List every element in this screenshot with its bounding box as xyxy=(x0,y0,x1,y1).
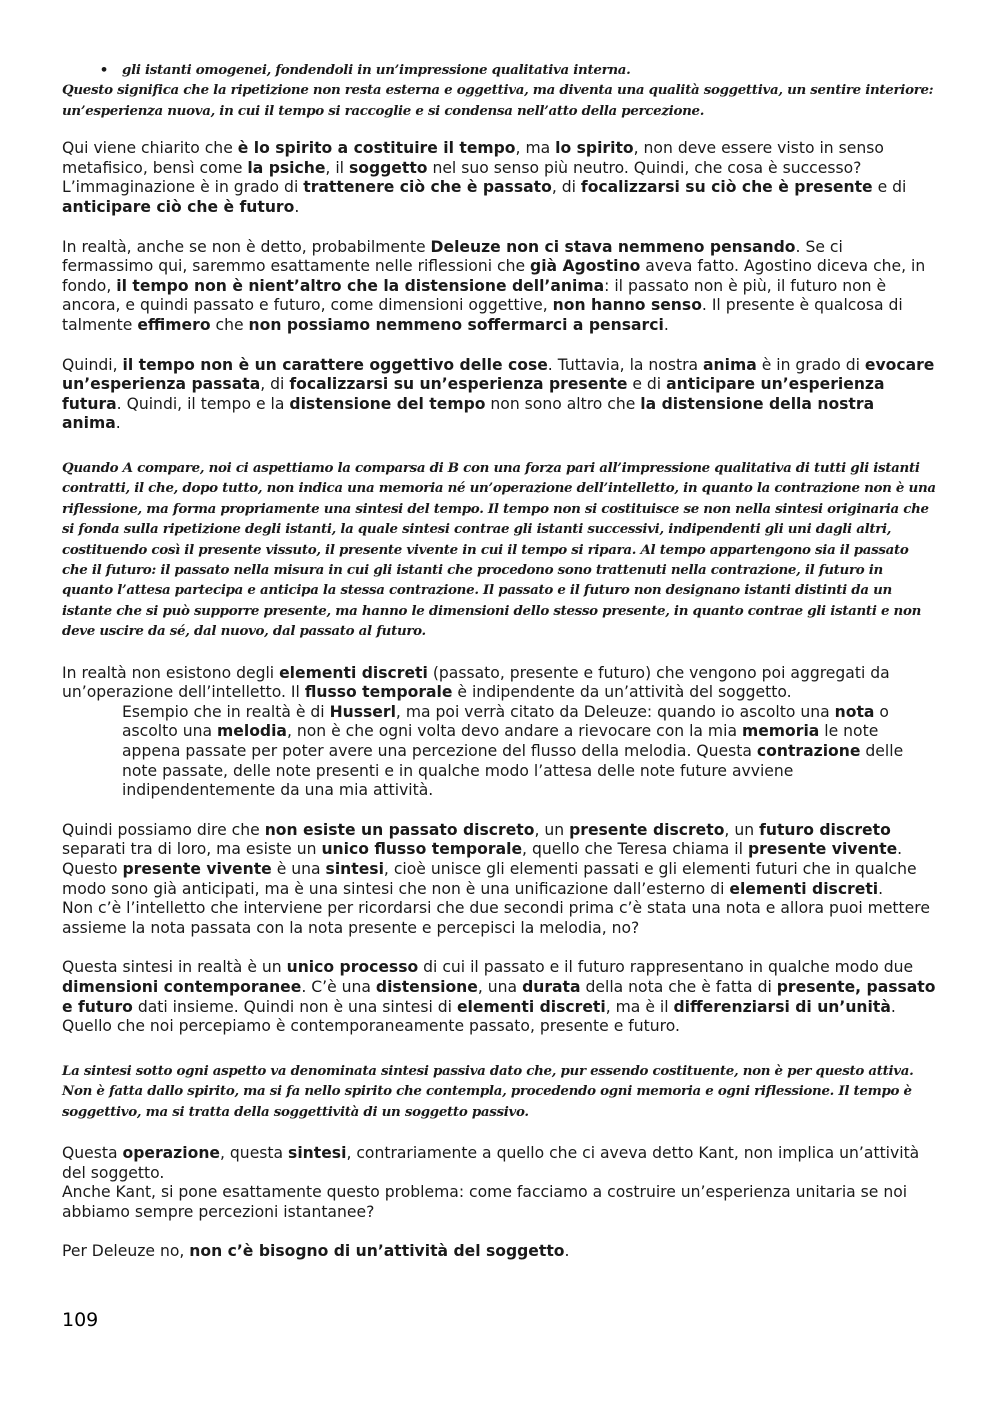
text-run: nel suo senso più neutro. Quindi, che cosa è successo? L’immaginazione è in grado di xyxy=(62,158,862,197)
text-run: Questa xyxy=(62,1143,123,1162)
text-run: della nota che è fatta di xyxy=(580,977,777,996)
text-run: Esempio che in realtà è di xyxy=(122,702,330,721)
bold-text: operazione xyxy=(122,1143,220,1162)
bold-text: dimensioni contemporanee xyxy=(62,977,302,996)
text-run: . Se ci fermassimo qui, saremmo esattamente nelle riflessioni che xyxy=(62,237,843,276)
paragraph-kant xyxy=(62,1144,938,1183)
text-run: delle note passate, delle note presenti e in qualche modo l’attesa delle note future avviene indipendentemente da una mia attività. xyxy=(122,741,904,800)
bullet-text: gli istanti omogenei, fondendoli in un’impressione qualitativa interna. xyxy=(122,62,631,78)
paragraph-anima xyxy=(62,356,938,434)
bold-text: unico flusso temporale xyxy=(321,840,523,859)
text-run: e di xyxy=(872,178,907,197)
bold-text: presente discreto xyxy=(569,820,725,839)
bold-text: elementi discreti xyxy=(279,663,428,682)
text-run: In realtà non esistono degli xyxy=(62,663,280,682)
text-run: Non c’è l’intelletto che interviene per ricordarsi che due secondi prima c’è stata una nota e allora puoi mettere assieme la nota passata con la nota presente e percepisci la melodia, no? xyxy=(62,899,930,937)
bold-text: unico processo xyxy=(286,958,419,977)
text-run: Per Deleuze no, xyxy=(62,1242,190,1261)
text-run: dati insieme. Quindi non è una sintesi di xyxy=(132,997,457,1016)
paragraph-sintesi xyxy=(62,860,938,899)
bold-text: è lo spirito a costituire il tempo xyxy=(237,139,516,158)
bold-text: memoria xyxy=(741,722,820,741)
text-run: Quindi, xyxy=(62,355,123,374)
text-run: . Quello che noi percepiamo è contemporaneamente passato, presente e futuro. xyxy=(62,997,896,1036)
text-run: . xyxy=(564,1242,570,1261)
text-run: e di xyxy=(627,375,667,394)
text-run: , non è che ogni volta devo andare a rievocare con la mia xyxy=(286,722,742,741)
quote-sintesi-tempo: Quando A compare, noi ci aspettiamo la comparsa di B con una forza pari all’impressione qualitativa di tutti gli istanti contratti, il che, dopo tutto, non indica una memoria né un’operazione dell’intelletto, in quanto la contrazione non è una riflessione, ma forma propriamente una sintesi del tempo. Il tempo non si costituisce se non nella sintesi originaria che si fonda sulla ripetizione degli istanti, la quale sintesi contrae gli istanti successivi, indipendenti gli uni dagli altri, costituendo così il presente vissuto, il presente vivente in cui il tempo si ripara. Al tempo appartengono sia il passato che il futuro: il passato nella misura in cui gli istanti che procedono sono trattenuti nella contrazione, il futuro in quanto l’attesa partecipa e anticipa la stessa contrazione. Il passato e il futuro non designano istanti distinti da un istante che si può supporre presente, ma hanno le dimensioni dello stesso presente, in quanto contrae gli istanti e non deve uscire da sé, dal nuovo, dal passato al futuro. xyxy=(62,459,936,640)
paragraph-spirito xyxy=(62,139,938,217)
bold-text: flusso temporale xyxy=(304,683,453,702)
bold-text: focalizzarsi su un’esperienza presente xyxy=(289,375,628,394)
bold-text: la psiche xyxy=(247,158,326,177)
bold-text: sintesi xyxy=(288,1143,347,1162)
text-run: aveva fatto. Agostino diceva che, in fondo, xyxy=(62,257,926,295)
text-run: Questo xyxy=(62,859,123,878)
bold-text: contrazione xyxy=(756,741,861,760)
text-run: . Il presente è qualcosa di talmente xyxy=(62,296,903,334)
paragraph-elementi-discreti xyxy=(62,664,938,703)
text-run: separati tra di loro, ma esiste un xyxy=(62,840,322,859)
text-run: , ma poi verrà citato da Deleuze: quando io ascolto una xyxy=(395,702,835,721)
page-number: 109 xyxy=(62,1309,99,1331)
bold-text: presente vivente xyxy=(122,859,272,878)
text-run: . Tuttavia, la nostra xyxy=(547,355,703,374)
text-run: . xyxy=(897,840,903,859)
bold-text: anticipare un’esperienza futura xyxy=(62,375,885,413)
text-run: o ascolto una xyxy=(122,702,889,741)
text-run: . C’è una xyxy=(301,977,376,996)
text-run: , questa xyxy=(220,1143,289,1162)
text-run: , ma è il xyxy=(605,997,674,1016)
text-run: , cioè unisce gli elementi passati e gli elementi futuri che in qualche modo sono già anticipati, ma è una sintesi che non è una unificazione dall’esterno di xyxy=(62,859,917,898)
paragraph-intelletto xyxy=(62,899,938,938)
text-run: . xyxy=(663,315,669,334)
bold-text: elementi discreti xyxy=(456,997,606,1016)
bold-text: il tempo non è nient’altro che la distensione dell’anima xyxy=(116,276,605,295)
text-run: Anche Kant, si pone esattamente questo problema: come facciamo a costruire un’esperienza unitaria se noi abbiamo sempre percezioni istantanee? xyxy=(62,1183,908,1221)
bold-text: non possiamo nemmeno soffermarci a pensarci xyxy=(248,315,664,334)
text-run: , ma xyxy=(515,139,556,158)
bold-text: effimero xyxy=(137,315,211,334)
bold-text: già Agostino xyxy=(530,257,641,276)
bold-text: non hanno senso xyxy=(552,296,702,315)
bold-text: non esiste un passato discreto xyxy=(264,820,535,839)
bold-text: il tempo non è un carattere oggettivo delle cose xyxy=(122,355,548,374)
text-run: Quindi possiamo dire che xyxy=(62,820,265,839)
text-run: , contrariamente a quello che ci aveva detto Kant, non implica un’attività del soggetto. xyxy=(62,1143,920,1182)
bold-text: la distensione della nostra anima xyxy=(62,394,875,433)
paragraph-agostino xyxy=(62,238,938,336)
paragraph-husserl-example xyxy=(62,703,938,801)
top-quote xyxy=(62,60,938,121)
text-run: . xyxy=(115,414,121,433)
paragraph-kant-problema xyxy=(62,1183,938,1222)
bold-text: trattenere ciò che è passato xyxy=(303,178,552,197)
text-run: . Quindi, il tempo e la xyxy=(116,394,290,413)
text-run: . xyxy=(294,198,300,216)
bold-text: distensione del tempo xyxy=(289,394,486,413)
bold-text: nota xyxy=(834,702,875,721)
quote-text: Questo significa che la ripetizione non resta esterna e oggettiva, ma diventa una qualità soggettiva, un sentire interiore: un’esperienza nuova, in cui il tempo si raccoglie e si condensa nell’atto della percezione. xyxy=(62,82,934,119)
text-run: che xyxy=(210,315,249,334)
text-run: , una xyxy=(477,977,523,996)
bullet-item xyxy=(62,60,938,80)
bold-text: futuro discreto xyxy=(759,820,891,839)
text-run: , un xyxy=(534,820,570,839)
text-run: non sono altro che xyxy=(485,394,641,413)
bold-text: distensione xyxy=(375,977,478,996)
bold-text: soggetto xyxy=(348,158,428,177)
text-run: è una xyxy=(271,859,326,878)
text-run: . xyxy=(878,879,884,898)
bold-text: anticipare ciò che è futuro xyxy=(62,198,295,216)
text-run: di cui il passato e il futuro rappresentano in qualche modo due xyxy=(418,958,914,977)
bold-text: Husserl xyxy=(329,702,396,721)
text-run: è indipendente da un’attività del soggetto. xyxy=(452,683,792,702)
text-run: , di xyxy=(551,178,581,197)
paragraph-presente-vivente xyxy=(62,821,938,860)
bold-text: non c’è bisogno di un’attività del soggetto xyxy=(189,1242,565,1261)
paragraph-deleuze-conclusion xyxy=(62,1242,938,1262)
text-run: , non deve essere visto in senso metafisico, bensì come xyxy=(62,139,884,177)
bold-text: presente, passato e futuro xyxy=(62,977,936,1016)
bold-text: presente vivente xyxy=(747,840,898,859)
paragraph-unico-processo xyxy=(62,958,938,1036)
quote-sintesi-passiva: La sintesi sotto ogni aspetto va denominata sintesi passiva dato che, pur essendo costituente, non è per questo attiva. Non è fatta dallo spirito, ma si fa nello spirito che contempla, procedendo ogni memoria e ogni riflessione. Il tempo è soggettivo, ma si tratta della soggettività di un soggetto passivo. xyxy=(62,1062,914,1120)
text-run: Questa sintesi in realtà è un xyxy=(62,958,287,977)
text-run: , il xyxy=(325,158,349,177)
text-run: Qui viene chiarito che xyxy=(62,139,238,158)
bold-text: melodia xyxy=(217,722,287,741)
bold-text: focalizzarsi su ciò che è presente xyxy=(580,178,873,197)
text-run: , di xyxy=(260,375,290,394)
text-run: : il passato non è più, il futuro non è ancora, e quindi passato e futuro, come dimensioni oggettive, xyxy=(62,276,887,315)
bold-text: durata xyxy=(522,977,581,996)
text-run: In realtà, anche se non è detto, probabilmente xyxy=(62,237,431,256)
text-run: , quello che Teresa chiama il xyxy=(522,840,748,859)
bullet-dot-icon: • xyxy=(99,62,108,78)
bold-text: Deleuze non ci stava nemmeno pensando xyxy=(430,237,796,256)
text-run: , un xyxy=(724,820,760,839)
bold-text: differenziarsi di un’unità xyxy=(673,997,891,1016)
bold-text: anima xyxy=(703,355,757,374)
bold-text: sintesi xyxy=(325,859,384,878)
text-run: le note appena passate per poter avere una percezione del flusso della melodia. Questa xyxy=(122,722,879,760)
text-run: (passato, presente e futuro) che vengono poi aggregati da un’operazione dell’intelletto. Il xyxy=(62,663,890,702)
bold-text: lo spirito xyxy=(555,139,634,158)
bold-text: elementi discreti xyxy=(729,879,879,898)
text-run: è in grado di xyxy=(756,355,865,374)
bold-text: evocare un’esperienza passata xyxy=(62,355,935,394)
